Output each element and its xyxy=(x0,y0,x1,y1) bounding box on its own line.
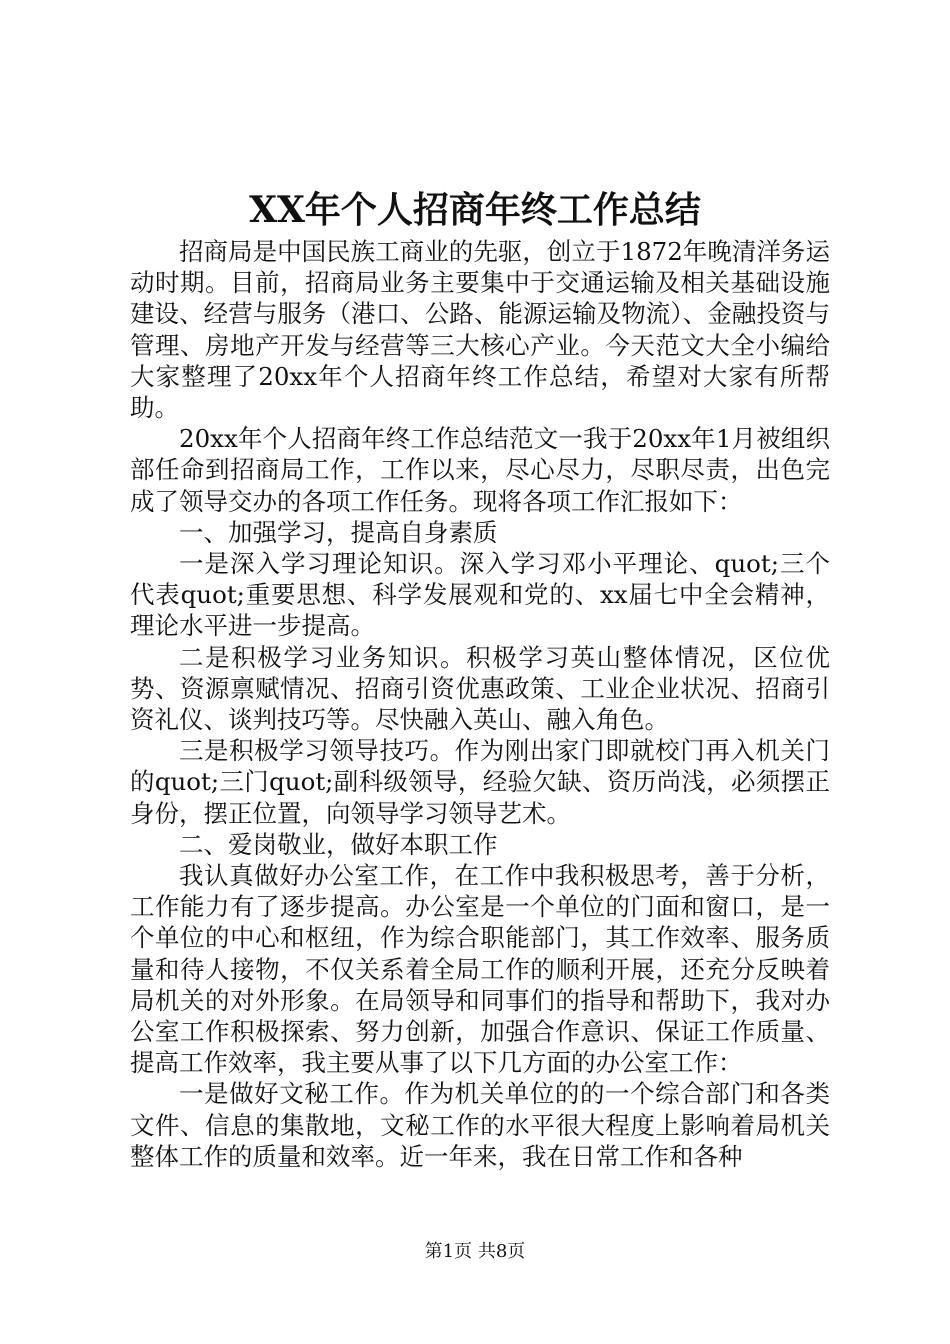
section-heading-dedication: 二、爱岗敬业，做好本职工作 xyxy=(179,829,498,859)
paragraph-summary-opening: 20xx年个人招商年终工作总结范文一我于20xx年1月被组织部任命到招商局工作，工作以来，尽心尽力，尽职尽责，出色完成了领导交办的各项工作任务。现将各项工作汇报如下： xyxy=(130,424,830,516)
paragraph-theory-study: 一是深入学习理论知识。深入学习邓小平理论、quot;三个代表quot;重要思想、科学发展观和党的、xx届七中全会精神，理论水平进一步提高。 xyxy=(130,549,830,641)
paragraph-business-study: 二是积极学习业务知识。积极学习英山整体情况，区位优势、资源禀赋情况、招商引资优惠政策、工业企业状况、招商引资礼仪、谈判技巧等。尽快融入英山、融入角色。 xyxy=(130,642,830,735)
paragraph-intro: 招商局是中国民族工商业的先驱，创立于1872年晚清洋务运动时期。目前，招商局业务主要集中于交通运输及相关基础设施建设、经营与服务（港口、公路、能源运输及物流）、金融投资与管理、房地产开发与经营等三大核心产业。今天范文大全小编给大家整理了20xx年个人招商年终工作总结，希望对大家有所帮助。 xyxy=(130,237,830,423)
paragraph-secretarial-work: 一是做好文秘工作。作为机关单位的的一个综合部门和各类文件、信息的集散地，文秘工作的水平很大程度上影响着局机关整体工作的质量和效率。近一年来，我在日常工作和各种 xyxy=(130,1079,830,1171)
page-footer: 第1页 共8页 xyxy=(424,1241,526,1262)
paragraph-leadership-study: 三是积极学习领导技巧。作为刚出家门即就校门再入机关门的quot;三门quot;副科级领导，经验欠缺、资历尚浅，必须摆正身份，摆正位置，向领导学习领导艺术。 xyxy=(130,736,830,828)
section-heading-study: 一、加强学习，提高自身素质 xyxy=(179,517,498,547)
paragraph-office-work: 我认真做好办公室工作，在工作中我积极思考，善于分析，工作能力有了逐步提高。办公室是一个单位的门面和窗口，是一个单位的中心和枢纽，作为综合职能部门，其工作效率、服务质量和待人接物，不仅关系着全局工作的顺利开展，还充分反映着局机关的对外形象。在局领导和同事们的指导和帮助下，我对办公室工作积极探索、努力创新，加强合作意识、保证工作质量、提高工作效率，我主要从事了以下几方面的办公室工作： xyxy=(130,861,830,1078)
document-body xyxy=(130,236,830,1172)
document-title: XX年个人招商年终工作总结 xyxy=(249,189,701,231)
